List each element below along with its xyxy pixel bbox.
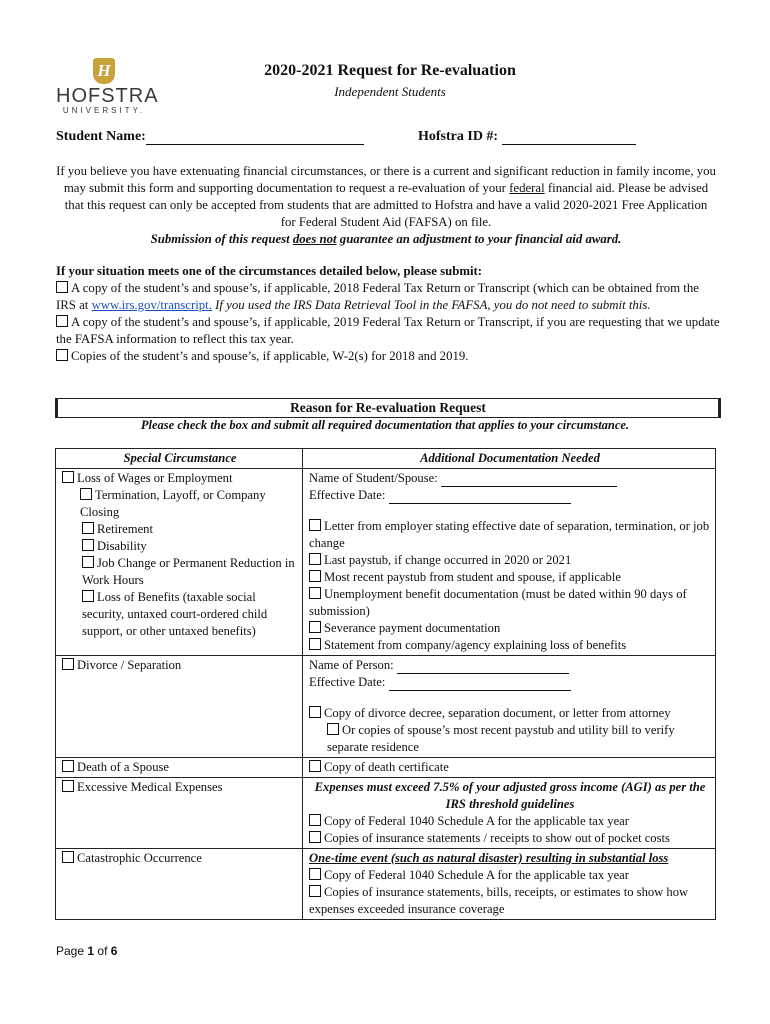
requirement-item: A copy of the student’s and spouse’s, if applicable, 2019 Federal Tax Return or Transcript, if you are requesting that we update the FAFSA information to reflect this tax year. [56,315,720,346]
checkbox-job-change[interactable] [82,556,94,568]
checkbox[interactable] [309,831,321,843]
student-name-line[interactable] [146,130,364,145]
checkbox[interactable] [309,621,321,633]
name-line[interactable] [441,472,617,487]
disclaimer: Submission of this request does not guarantee an adjustment to your financial aid award. [150,232,622,246]
page-subtitle: Independent Students [334,84,446,99]
intro-paragraph: If you believe you have extenuating financial circumstances, or there is a current and significant reduction in family income, you may submit this form and supporting documentation to request a re-evaluation of your federal financial aid. Please be advised that this request can only be accepted from students that are admitted to Hofstra and have a valid 2020-2021 Free Application for Federal Student Aid (FAFSA) on file. Submission of this request does not guarantee an adjustment to your financial aid award. [56,164,716,246]
requirement-item: A copy of the student’s and spouse’s, if applicable, 2018 Federal Tax Return or Transcript (which can be obtained from the IRS at www.irs.gov/transcript. If you used the IRS Data Retrieval Tool in the FAFSA, you do not need to submit this. [56,281,699,312]
checkbox[interactable] [309,553,321,565]
checkbox-retirement[interactable] [82,522,94,534]
hofstra-id-field[interactable] [418,129,636,145]
date-line[interactable] [389,489,571,504]
hofstra-id-line[interactable] [502,130,636,145]
table-row: Death of a Spouse Copy of death certificate [56,758,716,778]
name-line[interactable] [397,659,569,674]
logo-name: HOFSTRA [56,85,159,107]
hofstra-logo [56,58,159,120]
hofstra-id-label: Hofstra ID #: [418,129,499,144]
checkbox-disability[interactable] [82,539,94,551]
checkbox[interactable] [56,349,68,361]
checkbox[interactable] [309,868,321,880]
checkbox[interactable] [327,723,339,735]
checkbox-catastrophic[interactable] [62,851,74,863]
checkbox-loss-of-wages[interactable] [62,471,74,483]
checkbox[interactable] [56,281,68,293]
checkbox-termination[interactable] [80,488,92,500]
table-row: Divorce / Separation Name of Person: Effective Date: Copy of divorce decree, separation document, or letter from attorney Or copies of spouse’s most recent paystub and utility bill to verify separate residence [56,656,716,758]
table-header-row [56,449,716,469]
student-name-label: Student Name: [56,129,146,144]
checkbox[interactable] [309,519,321,531]
requirements-heading: If your situation meets one of the circumstances detailed below, please submit: [56,264,483,278]
table-row: Loss of Wages or Employment Termination, Layoff, or Company Closing Retirement Disability Job Change or Permanent Reduction in Work Hours Loss of Benefits (taxable social security, untaxed court-ordered child support, or other untaxed benefits) Name of Student/Spouse: Effective Date: Letter from employer stating effective date of separation, termination, or job change Last paystub, if change occurred in 2020 or 2021 Most recent paystub from student and spouse, if applicable Unemployment benefit documentation (must be dated within 90 days of submission) Severance payment documentation Statement from company/agency explaining loss of benefits [56,469,716,656]
submission-requirements [56,263,721,365]
col-header-circumstance: Special Circumstance [56,449,303,469]
checkbox-death[interactable] [62,760,74,772]
checkbox[interactable] [309,885,321,897]
circumstance-table [55,448,716,920]
reason-instruction: Please check the box and submit all required documentation that applies to your circumstance. [140,418,630,432]
checkbox[interactable] [56,315,68,327]
checkbox[interactable] [309,570,321,582]
federal-emphasis: federal [509,181,545,195]
checkbox[interactable] [309,814,321,826]
checkbox-divorce[interactable] [62,658,74,670]
date-line[interactable] [389,676,571,691]
shield-icon: H [93,58,115,84]
checkbox-medical[interactable] [62,780,74,792]
col-header-documentation: Additional Documentation Needed [303,449,716,469]
requirement-item: Copies of the student’s and spouse’s, if applicable, W-2(s) for 2018 and 2019. [56,348,721,365]
checkbox[interactable] [309,706,321,718]
reason-title-bar: Reason for Re-evaluation Request [55,398,721,418]
table-row: Catastrophic Occurrence One-time event (such as natural disaster) resulting in substantial loss Copy of Federal 1040 Schedule A for the applicable tax year Copies of insurance statements, bills, receipts, or estimates to show how expenses exceeded insurance coverage [56,849,716,920]
logo-sub: UNIVERSITY. [62,106,146,115]
table-row: Excessive Medical Expenses Expenses must exceed 7.5% of your adjusted gross income (AGI) as per the IRS threshold guidelines Copy of Federal 1040 Schedule A for the applicable tax year Copies of insurance statements / receipts to show out of pocket costs [56,778,716,849]
page-number: Page 1 of 6 [56,944,118,958]
checkbox-loss-of-benefits[interactable] [82,590,94,602]
irs-transcript-link[interactable]: www.irs.gov/transcript. [91,298,212,312]
checkbox[interactable] [309,587,321,599]
page-title: 2020-2021 Request for Re-evaluation [264,62,516,79]
checkbox[interactable] [309,760,321,772]
checkbox[interactable] [309,638,321,650]
student-name-field[interactable] [56,129,364,145]
